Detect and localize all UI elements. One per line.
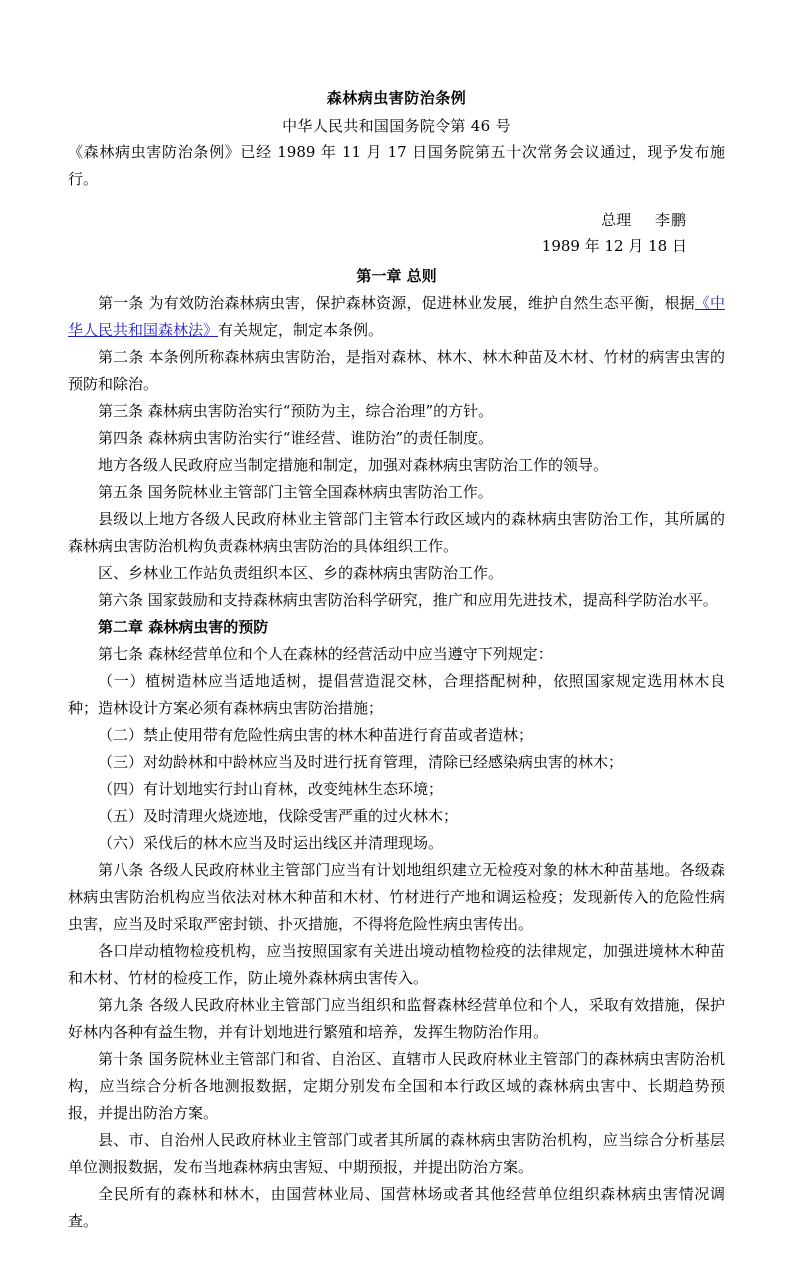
signature-name: 李鹏 xyxy=(654,211,687,229)
signature-role-name xyxy=(68,207,687,233)
article-7: 第七条 森林经营单位和个人在森林的经营活动中应当遵守下列规定： xyxy=(98,645,553,663)
document-subtitle: 中华人民共和国国务院令第 46 号 xyxy=(282,117,511,135)
chapter-two-heading: 第二章 森林病虫害的预防 xyxy=(98,618,269,636)
article-9: 第九条 各级人民政府林业主管部门应当组织和监督森林经营单位和个人，采取有效措施，保护好林内各种有益生物，并有计划地进行繁殖和培养，发挥生物防治作用。 xyxy=(68,996,725,1041)
article-7-item-3: （三）对幼龄林和中龄林应当及时进行抚育管理，清除已经感染病虫害的林木； xyxy=(98,753,624,771)
article-8-paragraph-2: 各口岸动植物检疫机构，应当按照国家有关进出境动植物检疫的法律规定，加强进境林木种苗和木材、竹材的检疫工作，防止境外森林病虫害传入。 xyxy=(68,942,725,987)
article-5-paragraph-2: 县级以上地方各级人民政府林业主管部门主管本行政区域内的森林病虫害防治工作，其所属的森林病虫害防治机构负责森林病虫害防治的具体组织工作。 xyxy=(68,510,725,555)
article-10-paragraph-2: 县、市、自治州人民政府林业主管部门或者其所属的森林病虫害防治机构，应当综合分析基层单位测报数据，发布当地森林病虫害短、中期预报，并提出防治方案。 xyxy=(68,1131,725,1176)
article-6: 第六条 国家鼓励和支持森林病虫害防治科学研究，推广和应用先进技术，提高科学防治水平。 xyxy=(98,591,718,609)
article-1 xyxy=(68,290,725,344)
article-1-text-after-link: 有关规定，制定本条例。 xyxy=(218,321,384,339)
signature-date: 1989 年 12 月 18 日 xyxy=(541,237,687,255)
article-4: 第四条 森林病虫害防治实行“谁经营、谁防治”的责任制度。 xyxy=(98,429,494,447)
article-10: 第十条 国务院林业主管部门和省、自治区、直辖市人民政府林业主管部门的森林病虫害防治机构，应当综合分析各地测报数据，定期分别发布全国和本行政区域的森林病虫害中、长期趋势预报，并提出防治方案。 xyxy=(68,1050,725,1122)
article-8: 第八条 各级人民政府林业主管部门应当有计划地组织建立无检疫对象的林木种苗基地。各级森林病虫害防治机构应当依法对林木种苗和木材、竹材进行产地和调运检疫；发现新传入的危险性病虫害，应当及时采取严密封锁、扑灭措施，不得将危险性病虫害传出。 xyxy=(68,861,725,933)
signature-block xyxy=(68,207,725,259)
article-4-paragraph-2: 地方各级人民政府应当制定措施和制定，加强对森林病虫害防治工作的领导。 xyxy=(98,456,609,474)
forest-law-link[interactable]: 《中华人民共和国森林法》 xyxy=(68,294,725,339)
signature-role: 总理 xyxy=(601,211,632,229)
preamble-paragraph: 《森林病虫害防治条例》已经 1989 年 11 月 17 日国务院第五十次常务会议通过，现予发布施行。 xyxy=(68,143,725,188)
chapter-one-heading: 第一章 总则 xyxy=(356,267,437,285)
article-7-item-6: （六）采伐后的林木应当及时运出线区并清理现场。 xyxy=(98,834,444,852)
article-5-paragraph-3: 区、乡林业工作站负责组织本区、乡的森林病虫害防治工作。 xyxy=(98,564,504,582)
article-10-paragraph-3: 全民所有的森林和林木，由国营林业局、国营林场或者其他经营单位组织森林病虫害情况调查。 xyxy=(68,1185,725,1230)
article-7-item-1: （一）植树造林应当适地适树，提倡营造混交林，合理搭配树种，依照国家规定选用林木良种；造林设计方案必须有森林病虫害防治措施； xyxy=(68,672,725,717)
article-5: 第五条 国务院林业主管部门主管全国森林病虫害防治工作。 xyxy=(98,483,493,501)
page-title: 森林病虫害防治条例 xyxy=(326,89,467,107)
article-2: 第二条 本条例所称森林病虫害防治，是指对森林、林木、林木种苗及木材、竹材的病害虫害的预防和除治。 xyxy=(68,348,725,393)
article-1-text-before-link: 第一条 为有效防治森林病虫害，保护森林资源，促进林业发展，维护自然生态平衡，根据 xyxy=(98,294,695,312)
article-3: 第三条 森林病虫害防治实行“预防为主，综合治理”的方针。 xyxy=(98,402,494,420)
article-7-item-4: （四）有计划地实行封山育林，改变纯林生态环境； xyxy=(98,780,444,798)
article-7-item-2: （二）禁止使用带有危险性病虫害的林木种苗进行育苗或者造林； xyxy=(98,726,534,744)
article-7-item-5: （五）及时清理火烧迹地，伐除受害严重的过火林木； xyxy=(98,807,459,825)
